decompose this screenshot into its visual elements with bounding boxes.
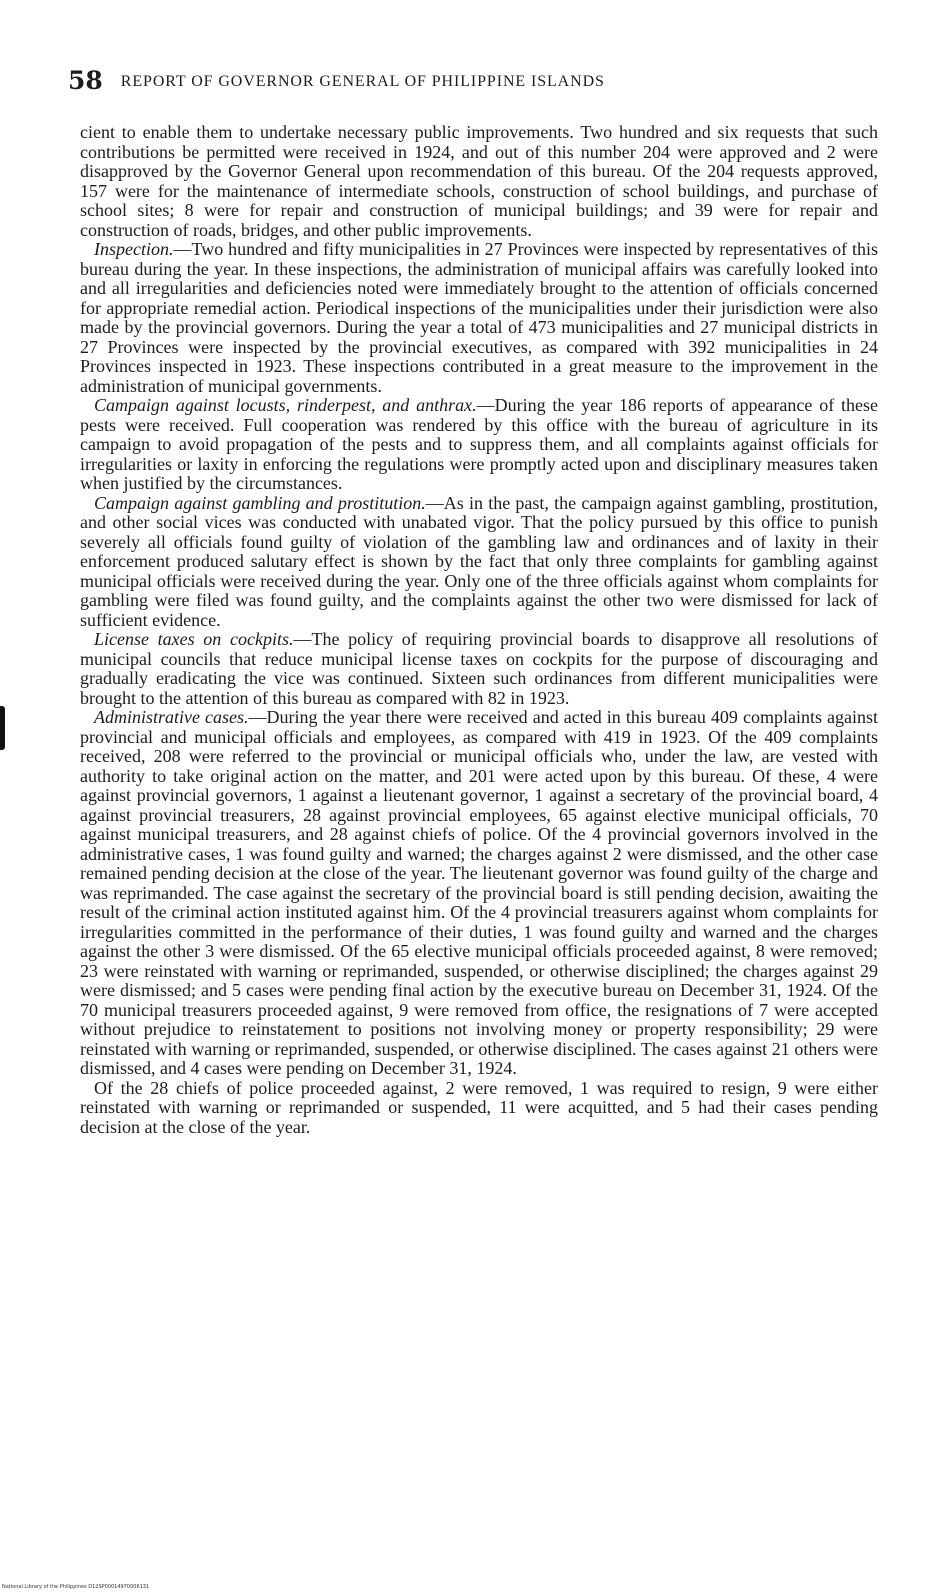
section-run-in-heading: Inspection. <box>94 239 174 259</box>
paragraph-text: —As in the past, the campaign against gambling, prostitution, and other social vices was conducted with unabated vigor. That the policy pursued by this office to punish severely all officials found guilty of violation of the gambling law and ordinances and of laxity in their enforcement produced salutary effect is shown by the fact that only three complaints for gambling against municipal officials were received during the year. Only one of the three officials against whom complaints for gambling were filed was found guilty, and the complaints against the other two were dismissed for lack of sufficient evidence. <box>80 492 878 630</box>
section-run-in-heading: Campaign against gambling and prostitution. <box>94 492 426 513</box>
paragraph-text: Of the 28 chiefs of police proceeded against, 2 were removed, 1 was required to resign, 9 were either reinstated with warning or reprimanded or suspended, 11 were acquitted, and 5 had their cases pending decision at the close of the year. <box>80 1077 878 1137</box>
paragraph-locusts-campaign <box>80 396 878 494</box>
section-run-in-heading: Administrative cases. <box>94 707 249 727</box>
paragraph-inspection <box>80 240 878 396</box>
paragraph-contributions <box>80 123 878 240</box>
paragraph-cockpit-taxes <box>80 630 878 708</box>
section-run-in-heading: License taxes on cockpits. <box>94 629 294 649</box>
page-number: 58 <box>68 66 103 95</box>
paragraph-text: —During the year there were received and acted in this bureau 409 complaints against provincial and municipal officials and employees, as compared with 419 in 1923. Of the 409 complaints received, 208 were referred to the provincial or municipal officials who, under the law, are vested with authority to take original action on the matter, and 201 were acted upon by this bureau. Of these, 4 were against provincial governors, 1 against a lieutenant governor, 1 against a secretary of the provincial board, 4 against provincial treasurers, 28 against provincial employees, 65 against elective municipal officials, 70 against municipal treasurers, and 28 against chiefs of police. Of the 4 provincial governors involved in the administrative cases, 1 was found guilty and warned; the charges against 2 were dismissed, and the other case remained pending decision at the close of the year. The lieutenant governor was found guilty of the charge and was reprimanded. The case against the secretary of the provincial board is still pending decision, awaiting the result of the criminal action instituted against him. Of the 4 provincial treasurers against whom complaints for irregularities committed in the performance of their duties, 1 was found guilty and warned and the charges against the other 3 were dismissed. Of the 65 elective municipal officials proceeded against, 8 were removed; 23 were reinstated with warning or reprimanded, suspended, or otherwise disciplined; the charges against 29 were dismissed; and 5 cases were pending final action by the executive bureau on December 31, 1924. Of the 70 municipal treasurers proceeded against, 9 were removed from office, the resignations of 7 were accepted without prejudice to reinstatement to positions not involving money or property responsibility; 29 were reinstated with warning or reprimanded, suspended, or otherwise disciplined. The cases against 21 others were dismissed, and 4 cases were pending on December 31, 1924. <box>80 707 878 1078</box>
library-stamp: National Library of the Philippines D12SP00014970006131 <box>2 1584 150 1590</box>
paragraph-administrative-cases <box>80 708 878 1079</box>
paragraph-text: —During the year 186 reports of appearance of these pests were received. Full cooperation was rendered by this office with the bureau of agriculture in its campaign to avoid propagation of the pests and to suppress them, and all complaints against officials for irregularities or laxity in enforcing the regulations were promptly acted upon and disciplinary measures taken when justified by the circumstances. <box>80 395 879 493</box>
paragraph-chiefs-of-police <box>80 1079 878 1138</box>
running-header <box>68 66 868 95</box>
scan-margin-mark <box>0 706 5 750</box>
paragraph-text: cient to enable them to undertake necessary public improvements. Two hundred and six requests that such contributions be permitted were received in 1924, and out of this number 204 were approved and 2 were disapproved by the Governor General upon recommendation of this bureau. Of the 204 requests approved, 157 were for the maintenance of intermediate schools, construction of school buildings, and purchase of school sites; 8 were for repair and construction of municipal buildings; and 39 were for repair and construction of roads, bridges, and other public improvements. <box>80 122 878 240</box>
paragraph-text: —The policy of requiring provincial boards to disapprove all resolutions of municipal councils that reduce municipal license taxes on cockpits for the purpose of discouraging and gradually eradicating the vice was continued. Sixteen such ordinances from different municipalities were brought to the attention of this bureau as compared with 82 in 1923. <box>80 629 878 708</box>
paragraph-text: —Two hundred and fifty municipalities in 27 Provinces were inspected by representatives of this bureau during the year. In these inspections, the administration of municipal affairs was carefully looked into and all irregularities and deficiencies noted were immediately brought to the attention of officials concerned for appropriate remedial action. Periodical inspections of the municipalities under their jurisdiction were also made by the provincial governors. During the year a total of 473 municipalities and 27 municipal districts in 27 Provinces were inspected by the provincial executives, as compared with 392 municipalities in 24 Provinces inspected in 1923. These inspections contributed in a great measure to the improvement in the administration of municipal governments. <box>80 239 878 396</box>
section-run-in-heading: Campaign against locusts, rinderpest, and anthrax. <box>94 395 477 415</box>
running-title: REPORT OF GOVERNOR GENERAL OF PHILIPPINE ISLANDS <box>120 73 605 90</box>
body-text <box>80 123 878 1137</box>
paragraph-gambling-campaign <box>80 494 878 631</box>
